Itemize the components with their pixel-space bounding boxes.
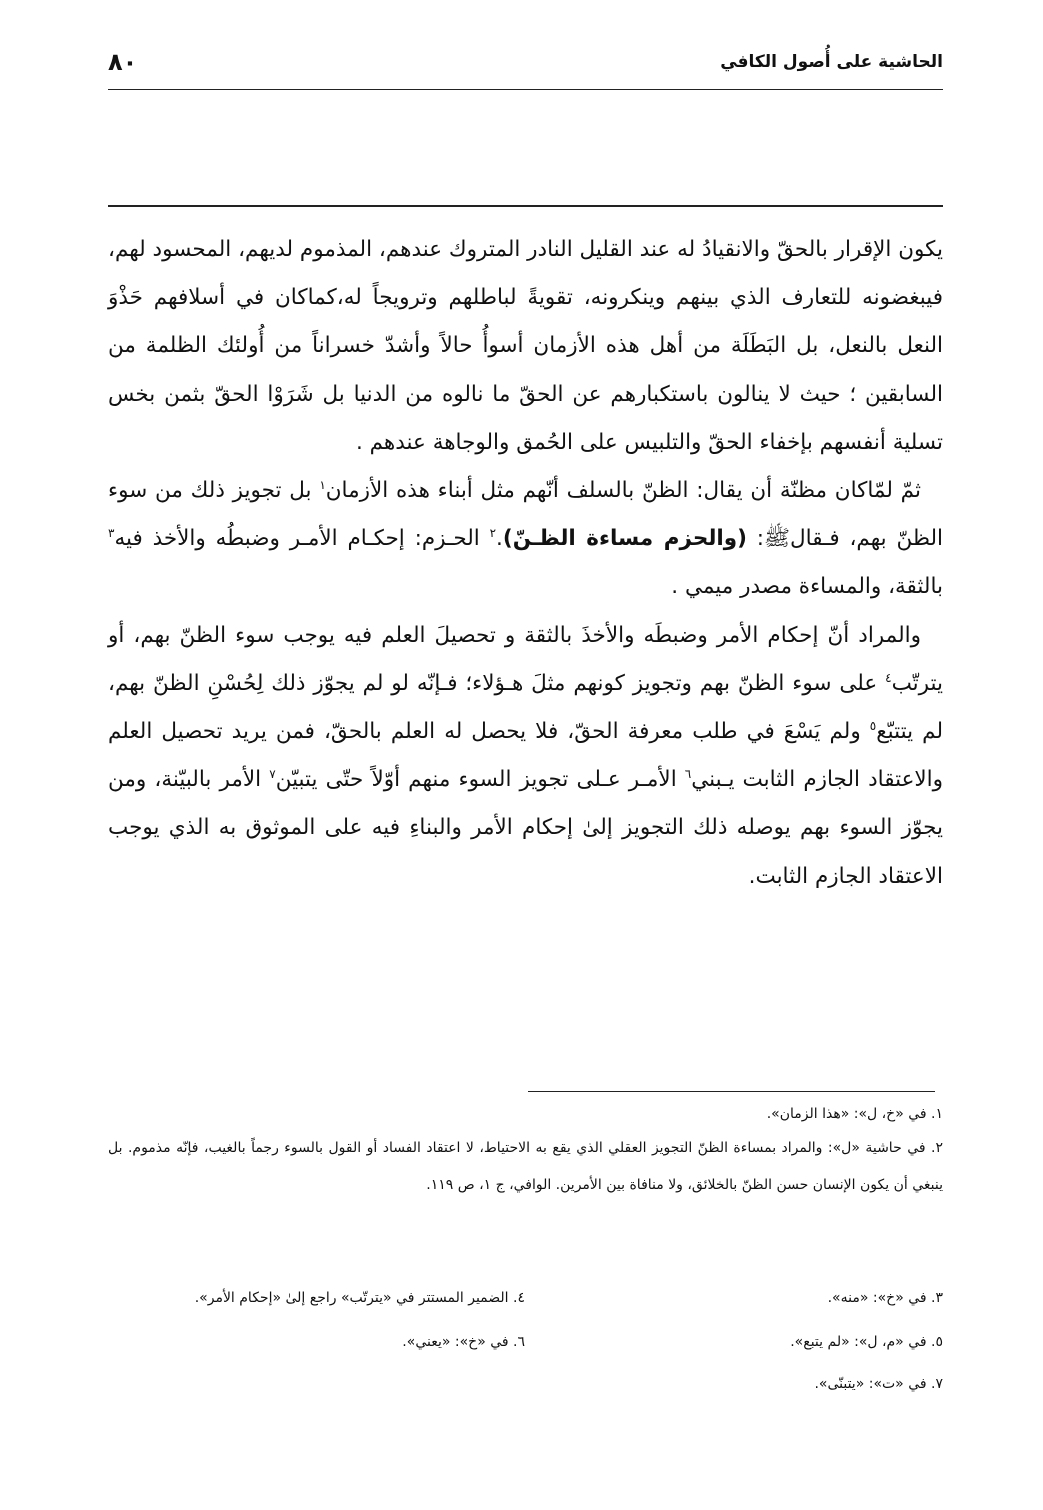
paragraph-3 bbox=[108, 612, 943, 901]
paragraph-1: يكون الإقرار بالحقّ والانقيادُ له عند القليل النادر المتروك عندهم، المذموم لديهم، المحسود لهم، فيبغضونه للتعارف الذي بينهم وينكرونه، تقويةً لباطلهم وترويجاً له،كماكان في أسلافهم حَذْوَ النعل بالنعل، بل البَطَلَة من أهل هذه الأزمان أسوأُ حالاً وأشدّ خسراناً من أُولئك الظلمة من السابقين ؛ حيث لا ينالون باستكبارهم عن الحقّ ما نالوه من الدنيا بل شَرَوْا الحقّ بثمن بخس تسلية أنفسهم بإخفاء الحقّ والتلبيس على الحُمق والوجاهة عندهم . bbox=[108, 237, 943, 455]
running-title: الحاشية على أُصول الكافي bbox=[720, 52, 943, 72]
paragraph-2 bbox=[108, 467, 943, 612]
text-segment: : bbox=[746, 526, 765, 552]
footnote-ref-6[interactable]: ٦ bbox=[684, 767, 692, 782]
text-segment: الأمـر عـلى تجويز السوء منهم أوّلاً حتّى يتبيّن bbox=[275, 767, 685, 793]
text-segment: ثمّ لمّاكان مظنّة أن يقال: الظنّ بالسلف أنّهم مثل أبناء هذه الأزمان bbox=[325, 478, 921, 504]
footnote-ref-5[interactable]: ٥ bbox=[869, 718, 877, 733]
footnote-ref-7[interactable]: ٧ bbox=[269, 767, 276, 782]
text-segment: بالثقة، والمساءة مصدر ميمي . bbox=[671, 574, 943, 600]
footnote-1: ١. في «خ، ل»: «هذا الزمان». bbox=[766, 1106, 943, 1122]
text-segment: بل تجويز ذلك من سوء الظنّ بهم، فـقال bbox=[108, 478, 943, 552]
footnote-rule bbox=[528, 1091, 935, 1092]
honorific-glyph: ﷺ bbox=[764, 526, 791, 552]
hadith-quote: (والحزم مساءة الظـنّ) bbox=[502, 526, 747, 552]
footnote-5: ٥. في «م، ل»: «لم يتبع». bbox=[790, 1334, 943, 1350]
footnote-ref-3[interactable]: ٣ bbox=[108, 526, 115, 541]
footnote-4: ٤. الضمير المستتر في «يترتّب» راجع إلىٰ «إحكام الأمر». bbox=[194, 1290, 525, 1306]
text-segment: والمراد أنّ إحكام الأمر وضبطَه والأخذَ بالثقة و تحصيلَ العلم فيه يوجب سوء الظنّ بهم، أو يترتّب bbox=[108, 622, 943, 696]
main-text bbox=[108, 226, 943, 901]
text-segment: ولم يَسْعَ في طلب معرفة الحقّ، فلا يحصل له العلم بالحقّ، فمن يريد تحصيل العلم والاعتقاد الجازم الثابت يـبني bbox=[108, 719, 944, 793]
text-segment: على سوء الظنّ بهم وتجويز كونهم مثلَ هـؤلاء؛ فـإنّه لو لم يجوّز ذلك لِحُسْنِ الظنّ بهم، لم يتتبّع bbox=[108, 670, 943, 745]
footnote-7: ٧. في «ت»: «يتبنّى». bbox=[814, 1376, 943, 1392]
text-segment: . bbox=[496, 526, 503, 552]
text-segment: الحـزم: إحكـام الأمـر وضبطُه والأخذ فيه bbox=[114, 526, 490, 552]
header-rule bbox=[108, 89, 943, 90]
footnote-3: ٣. في «خ»: «منه». bbox=[827, 1290, 943, 1306]
text-segment: الأمر بالبيّنة، ومن يجوّز السوء بهم يوصله ذلك التجويز إلىٰ إحكام الأمر والبناءِ فيه على الموثوق به الذي يوجب الاعتقاد الجازم الثابت. bbox=[108, 767, 943, 889]
text-top-rule bbox=[108, 205, 943, 207]
footnote-2: ٢. في حاشية «ل»: والمراد بمساءة الظنّ التجويز العقلي الذي يقع به الاحتياط، لا اعتقاد الفساد أو القول بالسوء رجماً بالغيب، فإنّه مذموم. بل ينبغي أن يكون الإنسان حسن الظنّ بالخلائق، ولا منافاة بين الأمرين. الوافي، ج ١، ص ١١٩. bbox=[108, 1140, 943, 1193]
running-header bbox=[108, 48, 943, 86]
footnote-ref-4[interactable]: ٤ bbox=[885, 670, 892, 685]
footnote-6: ٦. في «خ»: «يعني». bbox=[402, 1334, 525, 1350]
page-number: ٨٠ bbox=[108, 48, 138, 76]
footnote-ref-1[interactable]: ١ bbox=[319, 477, 326, 492]
footnote-ref-2[interactable]: ٢ bbox=[489, 526, 497, 541]
